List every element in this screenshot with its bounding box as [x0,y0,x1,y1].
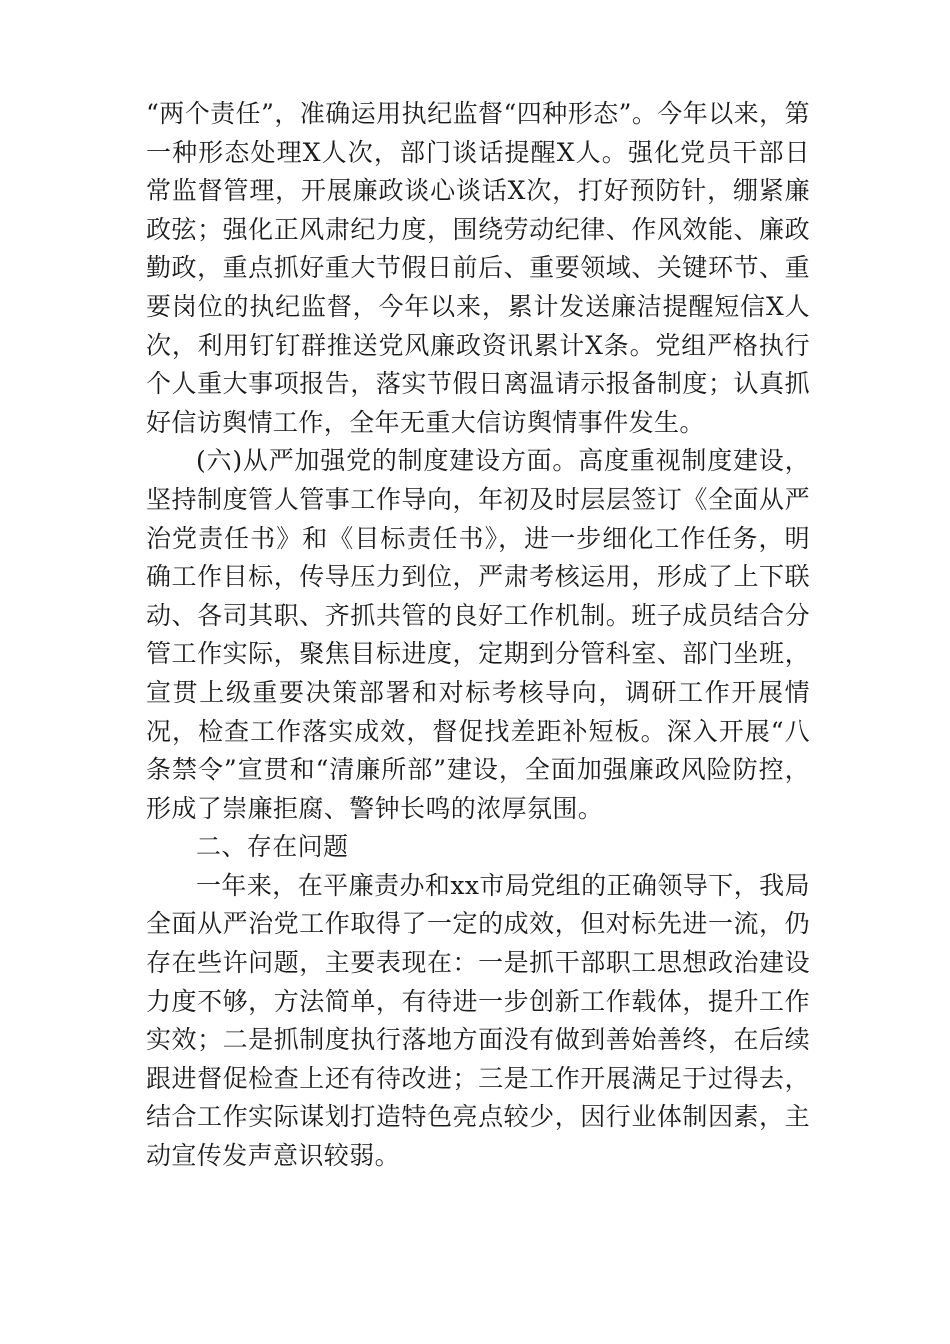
section-heading-problems: 二、存在问题 [196,832,349,862]
paragraph-problems: 一年来，在平廉责办和xx市局党组的正确领导下，我局全面从严治党工作取得了一定的成效，但对标先进一流，仍存在些许问题，主要表现在：一是抓干部职工思想政治建设力度不够，方法简单，有待进一步创新工作载体，提升工作实效；二是抓制度执行落地方面没有做到善始善终，在后续跟进督促检查上还有待改进；三是工作开展满足于过得去，结合工作实际谋划打造特色亮点较少，因行业体制因素，主动宣传发声意识较弱。 [146,870,810,1171]
document-body [146,95,810,1176]
paragraph-continuation: “两个责任”，准确运用执纪监督“四种形态”。今年以来，第一种形态处理X人次，部门谈话提醒X人。强化党员干部日常监督管理，开展廉政谈心谈话X次，打好预防针，绷紧廉政弦；强化正风肃纪力度，围绕劳动纪律、作风效能、廉政勤政，重点抓好重大节假日前后、重要领域、关键环节、重要岗位的执纪监督，今年以来，累计发送廉洁提醒短信X人次，利用钉钉群推送党风廉政资讯累计X条。党组严格执行个人重大事项报告，落实节假日离温请示报备制度；认真抓好信访舆情工作，全年无重大信访舆情事件发生。 [146,99,810,437]
paragraph-system-building: (六)从严加强党的制度建设方面。高度重视制度建设，坚持制度管人管事工作导向，年初及时层层签订《全面从严治党责任书》和《目标责任书》，进一步细化工作任务，明确工作目标，传导压力到位，严肃考核运用，形成了上下联动、各司其职、齐抓共管的良好工作机制。班子成员结合分管工作实际，聚焦目标进度，定期到分管科室、部门坐班，宣贯上级重要决策部署和对标考核导向，调研工作开展情况，检查工作落实成效，督促找差距补短板。深入开展“八条禁令”宣贯和“清廉所部”建设，全面加强廉政风险防控，形成了崇廉拒腐、警钟长鸣的浓厚氛围。 [146,446,810,823]
